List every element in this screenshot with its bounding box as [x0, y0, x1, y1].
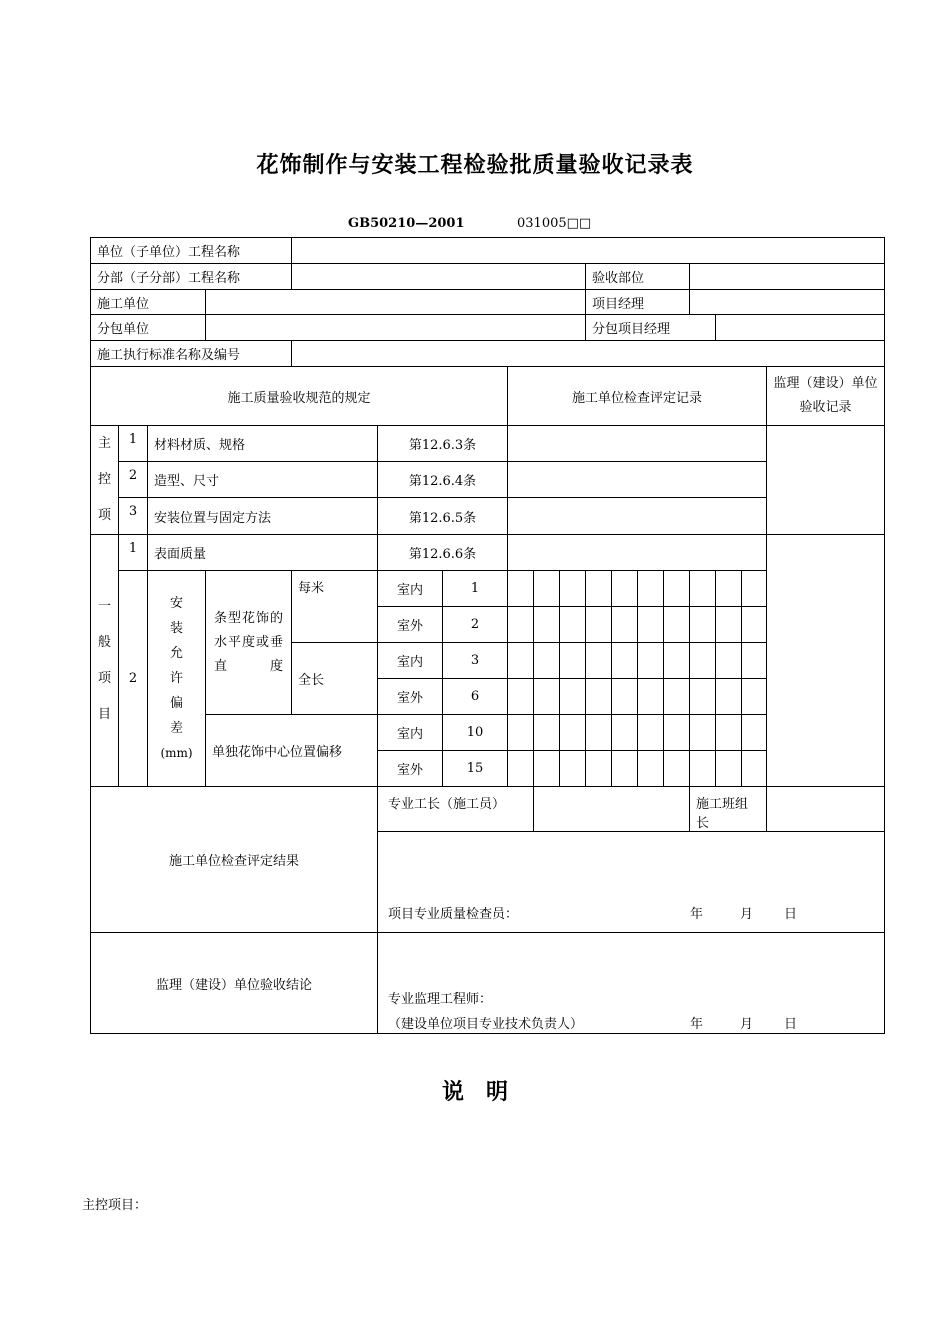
general-supervision[interactable]: [767, 535, 885, 787]
tolerance-value: 10: [443, 715, 508, 751]
project-manager-label: 项目经理: [586, 290, 690, 315]
measure-cell[interactable]: [716, 679, 742, 715]
measure-cell[interactable]: [742, 715, 767, 751]
item-name: 安装位置与固定方法: [148, 498, 378, 535]
tolerance-char: 偏: [169, 696, 183, 711]
sub-project-manager-label: 分包项目经理: [586, 315, 716, 341]
inspection-header: 施工单位检查评定记录: [508, 367, 767, 426]
measure-cell[interactable]: [690, 679, 716, 715]
measure-cell[interactable]: [508, 679, 534, 715]
tolerance-place: 室外: [378, 679, 443, 715]
measure-cell[interactable]: [560, 643, 586, 679]
measure-cell[interactable]: [534, 715, 560, 751]
team-leader-label: 施工班组长: [690, 787, 767, 832]
tolerance-place: 室内: [378, 715, 443, 751]
item-no: 3: [119, 498, 148, 535]
subcontractor-value[interactable]: [206, 315, 586, 341]
measure-cell[interactable]: [742, 751, 767, 787]
general-char: 般: [97, 634, 111, 650]
engineer-label: 专业监理工程师：: [388, 992, 493, 1007]
measure-cell[interactable]: [586, 643, 612, 679]
measure-cell[interactable]: [586, 571, 612, 607]
measure-cell[interactable]: [534, 643, 560, 679]
measure-cell[interactable]: [612, 715, 638, 751]
tolerance-place: 室内: [378, 643, 443, 679]
conclusion-signature[interactable]: [378, 933, 885, 1034]
measure-cell[interactable]: [638, 715, 664, 751]
measure-cell[interactable]: [716, 643, 742, 679]
day-label: 日: [784, 1017, 798, 1032]
measure-cell[interactable]: [742, 679, 767, 715]
measure-cell[interactable]: [638, 571, 664, 607]
item-inspection[interactable]: [508, 462, 767, 498]
measure-cell[interactable]: [664, 571, 690, 607]
measure-cell[interactable]: [612, 571, 638, 607]
acceptance-part-label: 验收部位: [586, 264, 690, 290]
item-no: 2: [119, 571, 148, 787]
tolerance-char: 差: [169, 721, 183, 736]
tolerance-value: 6: [443, 679, 508, 715]
measure-cell[interactable]: [690, 571, 716, 607]
item-inspection[interactable]: [508, 426, 767, 462]
unit-project-value[interactable]: [292, 238, 885, 264]
item-clause: 第12.6.3条: [378, 426, 508, 462]
year-label: 年: [690, 907, 704, 922]
general-label: [91, 535, 119, 787]
tolerance-char: 装: [169, 621, 183, 636]
tolerance-value: 3: [443, 643, 508, 679]
measure-cell[interactable]: [508, 751, 534, 787]
measure-cell[interactable]: [742, 643, 767, 679]
tolerance-char: (mm): [160, 746, 193, 760]
construction-unit-label: 施工单位: [91, 290, 206, 315]
measure-cell[interactable]: [560, 607, 586, 643]
general-char: 目: [97, 706, 111, 722]
measure-cell[interactable]: [508, 715, 534, 751]
measure-cell[interactable]: [664, 679, 690, 715]
supervision-header: 监理（建设）单位验收记录: [767, 367, 885, 426]
sub-project-label: 分部（子分部）工程名称: [91, 264, 292, 290]
measure-cell[interactable]: [716, 751, 742, 787]
form-title: 花饰制作与安装工程检验批质量验收记录表: [256, 153, 694, 178]
measure-cell[interactable]: [742, 607, 767, 643]
measure-cell[interactable]: [612, 751, 638, 787]
item-name: 材料材质、规格: [148, 426, 378, 462]
day-label: 日: [784, 907, 798, 922]
measure-cell[interactable]: [534, 571, 560, 607]
measure-cell[interactable]: [690, 715, 716, 751]
measure-cell[interactable]: [664, 643, 690, 679]
measure-cell[interactable]: [560, 679, 586, 715]
item-name: 造型、尺寸: [148, 462, 378, 498]
main-control-supervision[interactable]: [767, 426, 885, 535]
general-char: 一: [97, 598, 111, 614]
month-label: 月: [740, 1017, 754, 1032]
item-clause: 第12.6.4条: [378, 462, 508, 498]
measure-cell[interactable]: [638, 607, 664, 643]
standard-value[interactable]: [292, 341, 885, 367]
sub-project-manager-value[interactable]: [716, 315, 885, 341]
measure-cell[interactable]: [638, 751, 664, 787]
measure-cell[interactable]: [690, 607, 716, 643]
measure-cell[interactable]: [690, 751, 716, 787]
owner-label: （建设单位项目专业技术负责人）: [388, 1017, 584, 1032]
measure-cell[interactable]: [664, 751, 690, 787]
item-no: 1: [119, 426, 148, 462]
measure-cell[interactable]: [534, 607, 560, 643]
measure-cell[interactable]: [716, 715, 742, 751]
measure-cell[interactable]: [716, 607, 742, 643]
measure-cell[interactable]: [560, 715, 586, 751]
item-no: 2: [119, 462, 148, 498]
conclusion-label: 监理（建设）单位验收结论: [91, 933, 378, 1034]
measure-cell[interactable]: [638, 679, 664, 715]
tolerance-char: 允: [169, 646, 183, 661]
construction-unit-value[interactable]: [206, 290, 586, 315]
sub-project-value[interactable]: [292, 264, 586, 290]
measure-cell[interactable]: [508, 607, 534, 643]
result-label: 施工单位检查评定结果: [91, 787, 378, 933]
main-control-note: 主控项目：: [82, 1198, 148, 1213]
measure-cell[interactable]: [534, 679, 560, 715]
foreman-value[interactable]: [534, 787, 690, 832]
item-no: 1: [119, 535, 148, 571]
item-clause: 第12.6.6条: [378, 535, 508, 571]
measure-cell[interactable]: [586, 751, 612, 787]
unit-project-label: 单位（子单位）工程名称: [91, 238, 292, 264]
full-length-label: 全长: [292, 643, 378, 715]
per-meter-label: 每米: [292, 571, 378, 643]
tolerance-char: 安: [169, 596, 183, 611]
explanation-heading: 说 明: [441, 1080, 508, 1105]
measure-cell[interactable]: [508, 643, 534, 679]
team-leader-value[interactable]: [767, 787, 885, 832]
main-control-label: [91, 426, 119, 535]
measure-cell[interactable]: [612, 607, 638, 643]
tolerance-value: 2: [443, 607, 508, 643]
form-code: 031005□□: [517, 216, 592, 231]
measure-cell[interactable]: [742, 571, 767, 607]
month-label: 月: [740, 907, 754, 922]
item-name: 表面质量: [148, 535, 378, 571]
inspector-label: 项目专业质量检查员：: [388, 907, 519, 922]
measure-cell[interactable]: [612, 679, 638, 715]
record-table: [90, 237, 885, 1034]
result-signature[interactable]: [378, 832, 885, 933]
tolerance-char: 许: [169, 671, 183, 686]
main-control-char: 项: [97, 508, 111, 523]
year-label: 年: [690, 1017, 704, 1032]
measure-cell[interactable]: [586, 715, 612, 751]
tolerance-place: 室内: [378, 571, 443, 607]
tolerance-place: 室外: [378, 607, 443, 643]
tolerance-place: 室外: [378, 751, 443, 787]
measure-cell[interactable]: [508, 571, 534, 607]
single-offset-label: 单独花饰中心位置偏移: [206, 715, 378, 787]
measure-cell[interactable]: [664, 607, 690, 643]
standard-label: 施工执行标准名称及编号: [91, 341, 292, 367]
measure-cell[interactable]: [586, 607, 612, 643]
measure-cell[interactable]: [534, 751, 560, 787]
tolerance-value: 1: [443, 571, 508, 607]
strip-tolerance-label: 条型花饰的水平度或垂直度: [206, 571, 292, 715]
main-control-char: 控: [97, 472, 111, 487]
foreman-label: 专业工长（施工员）: [378, 787, 534, 832]
subcontractor-label: 分包单位: [91, 315, 206, 341]
measure-cell[interactable]: [560, 571, 586, 607]
item-clause: 第12.6.5条: [378, 498, 508, 535]
main-control-char: 主: [97, 436, 111, 451]
measure-cell[interactable]: [690, 643, 716, 679]
spec-header: 施工质量验收规范的规定: [91, 367, 508, 426]
measure-cell[interactable]: [664, 715, 690, 751]
project-manager-value[interactable]: [690, 290, 885, 315]
acceptance-part-value[interactable]: [690, 264, 885, 290]
standard-code: GB50210—2001: [348, 216, 465, 231]
item-inspection[interactable]: [508, 498, 767, 535]
tolerance-value: 15: [443, 751, 508, 787]
general-char: 项: [97, 670, 111, 686]
measure-cell[interactable]: [612, 643, 638, 679]
tolerance-group-label: [148, 571, 206, 787]
measure-cell[interactable]: [716, 571, 742, 607]
item-inspection[interactable]: [508, 535, 767, 571]
measure-cell[interactable]: [586, 679, 612, 715]
measure-cell[interactable]: [560, 751, 586, 787]
measure-cell[interactable]: [638, 643, 664, 679]
